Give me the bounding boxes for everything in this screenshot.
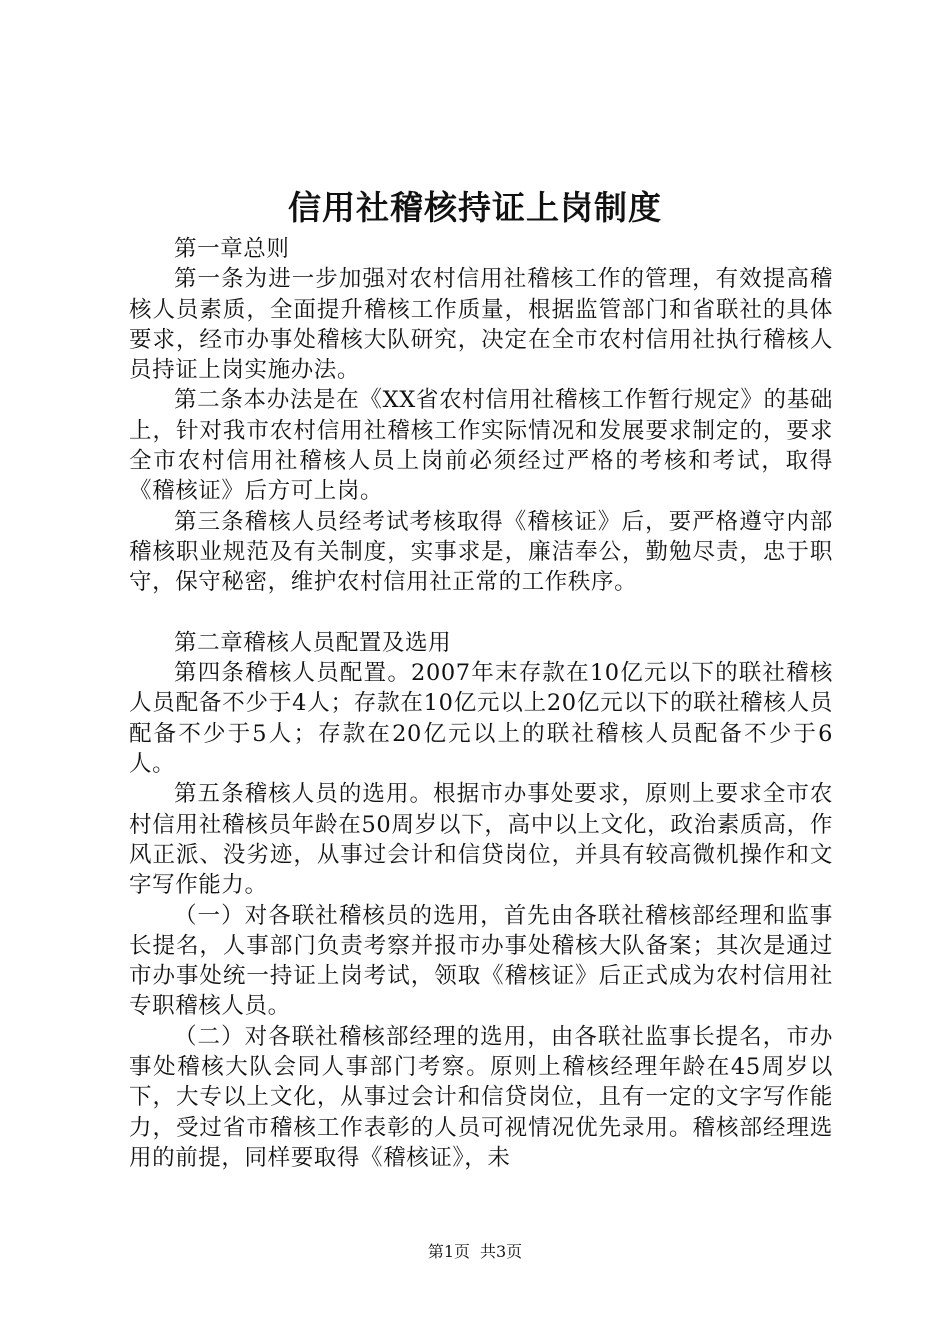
article-1: 第一条为进一步加强对农村信用社稽核工作的管理，有效提高稽核人员素质，全面提升稽核工作质量，根据监管部门和省联社的具体要求，经市办事处稽核大队研究，决定在全市农村信用社执行稽核人员持证上岗实施办法。 bbox=[129, 266, 833, 384]
chapter-spacer bbox=[129, 598, 833, 628]
chapter-heading-2: 第二章稽核人员配置及选用 bbox=[174, 629, 452, 656]
page-footer bbox=[0, 1240, 950, 1264]
article-2: 第二条本办法是在《XX省农村信用社稽核工作暂行规定》的基础上，针对我市农村信用社稽核工作实际情况和发展要求制定的，要求全市农村信用社稽核人员上岗前必须经过严格的考核和考试，取得《稽核证》后方可上岗。 bbox=[129, 387, 833, 505]
article-5: 第五条稽核人员的选用。根据市办事处要求，原则上要求全市农村信用社稽核员年龄在50周岁以下，高中以上文化，政治素质高，作风正派、没劣迹，从事过会计和信贷岗位，并具有较高微机操作和文字写作能力。 bbox=[129, 781, 833, 899]
article-5-item-1: （一）对各联社稽核员的选用，首先由各联社稽核部经理和监事长提名，人事部门负责考察并报市办事处稽核大队备案；其次是通过市办事处统一持证上岗考试，领取《稽核证》后正式成为农村信用社专职稽核人员。 bbox=[129, 902, 833, 1020]
document-title: 信用社稽核持证上岗制度 bbox=[288, 188, 662, 227]
document-body bbox=[129, 234, 833, 1173]
chapter-heading-1: 第一章总则 bbox=[174, 236, 290, 262]
article-3: 第三条稽核人员经考试考核取得《稽核证》后，要严格遵守内部稽核职业规范及有关制度，实事求是，廉洁奉公，勤勉尽责，忠于职守，保守秘密，维护农村信用社正常的工作秩序。 bbox=[129, 508, 833, 596]
page-total: 共3页 bbox=[480, 1242, 523, 1261]
article-5-item-2: （二）对各联社稽核部经理的选用，由各联社监事长提名，市办事处稽核大队会同人事部门考察。原则上稽核经理年龄在45周岁以下，大专以上文化，从事过会计和信贷岗位，且有一定的文字写作能力，受过省市稽核工作表彰的人员可视情况优先录用。稽核部经理选用的前提，同样要取得《稽核证》，未 bbox=[129, 1023, 833, 1171]
article-4: 第四条稽核人员配置。2007年末存款在10亿元以下的联社稽核人员配备不少于4人；存款在10亿元以上20亿元以下的联社稽核人员配备不少于5人；存款在20亿元以上的联社稽核人员配备不少于6人。 bbox=[129, 660, 833, 778]
page-number: 第1页 bbox=[427, 1242, 470, 1261]
